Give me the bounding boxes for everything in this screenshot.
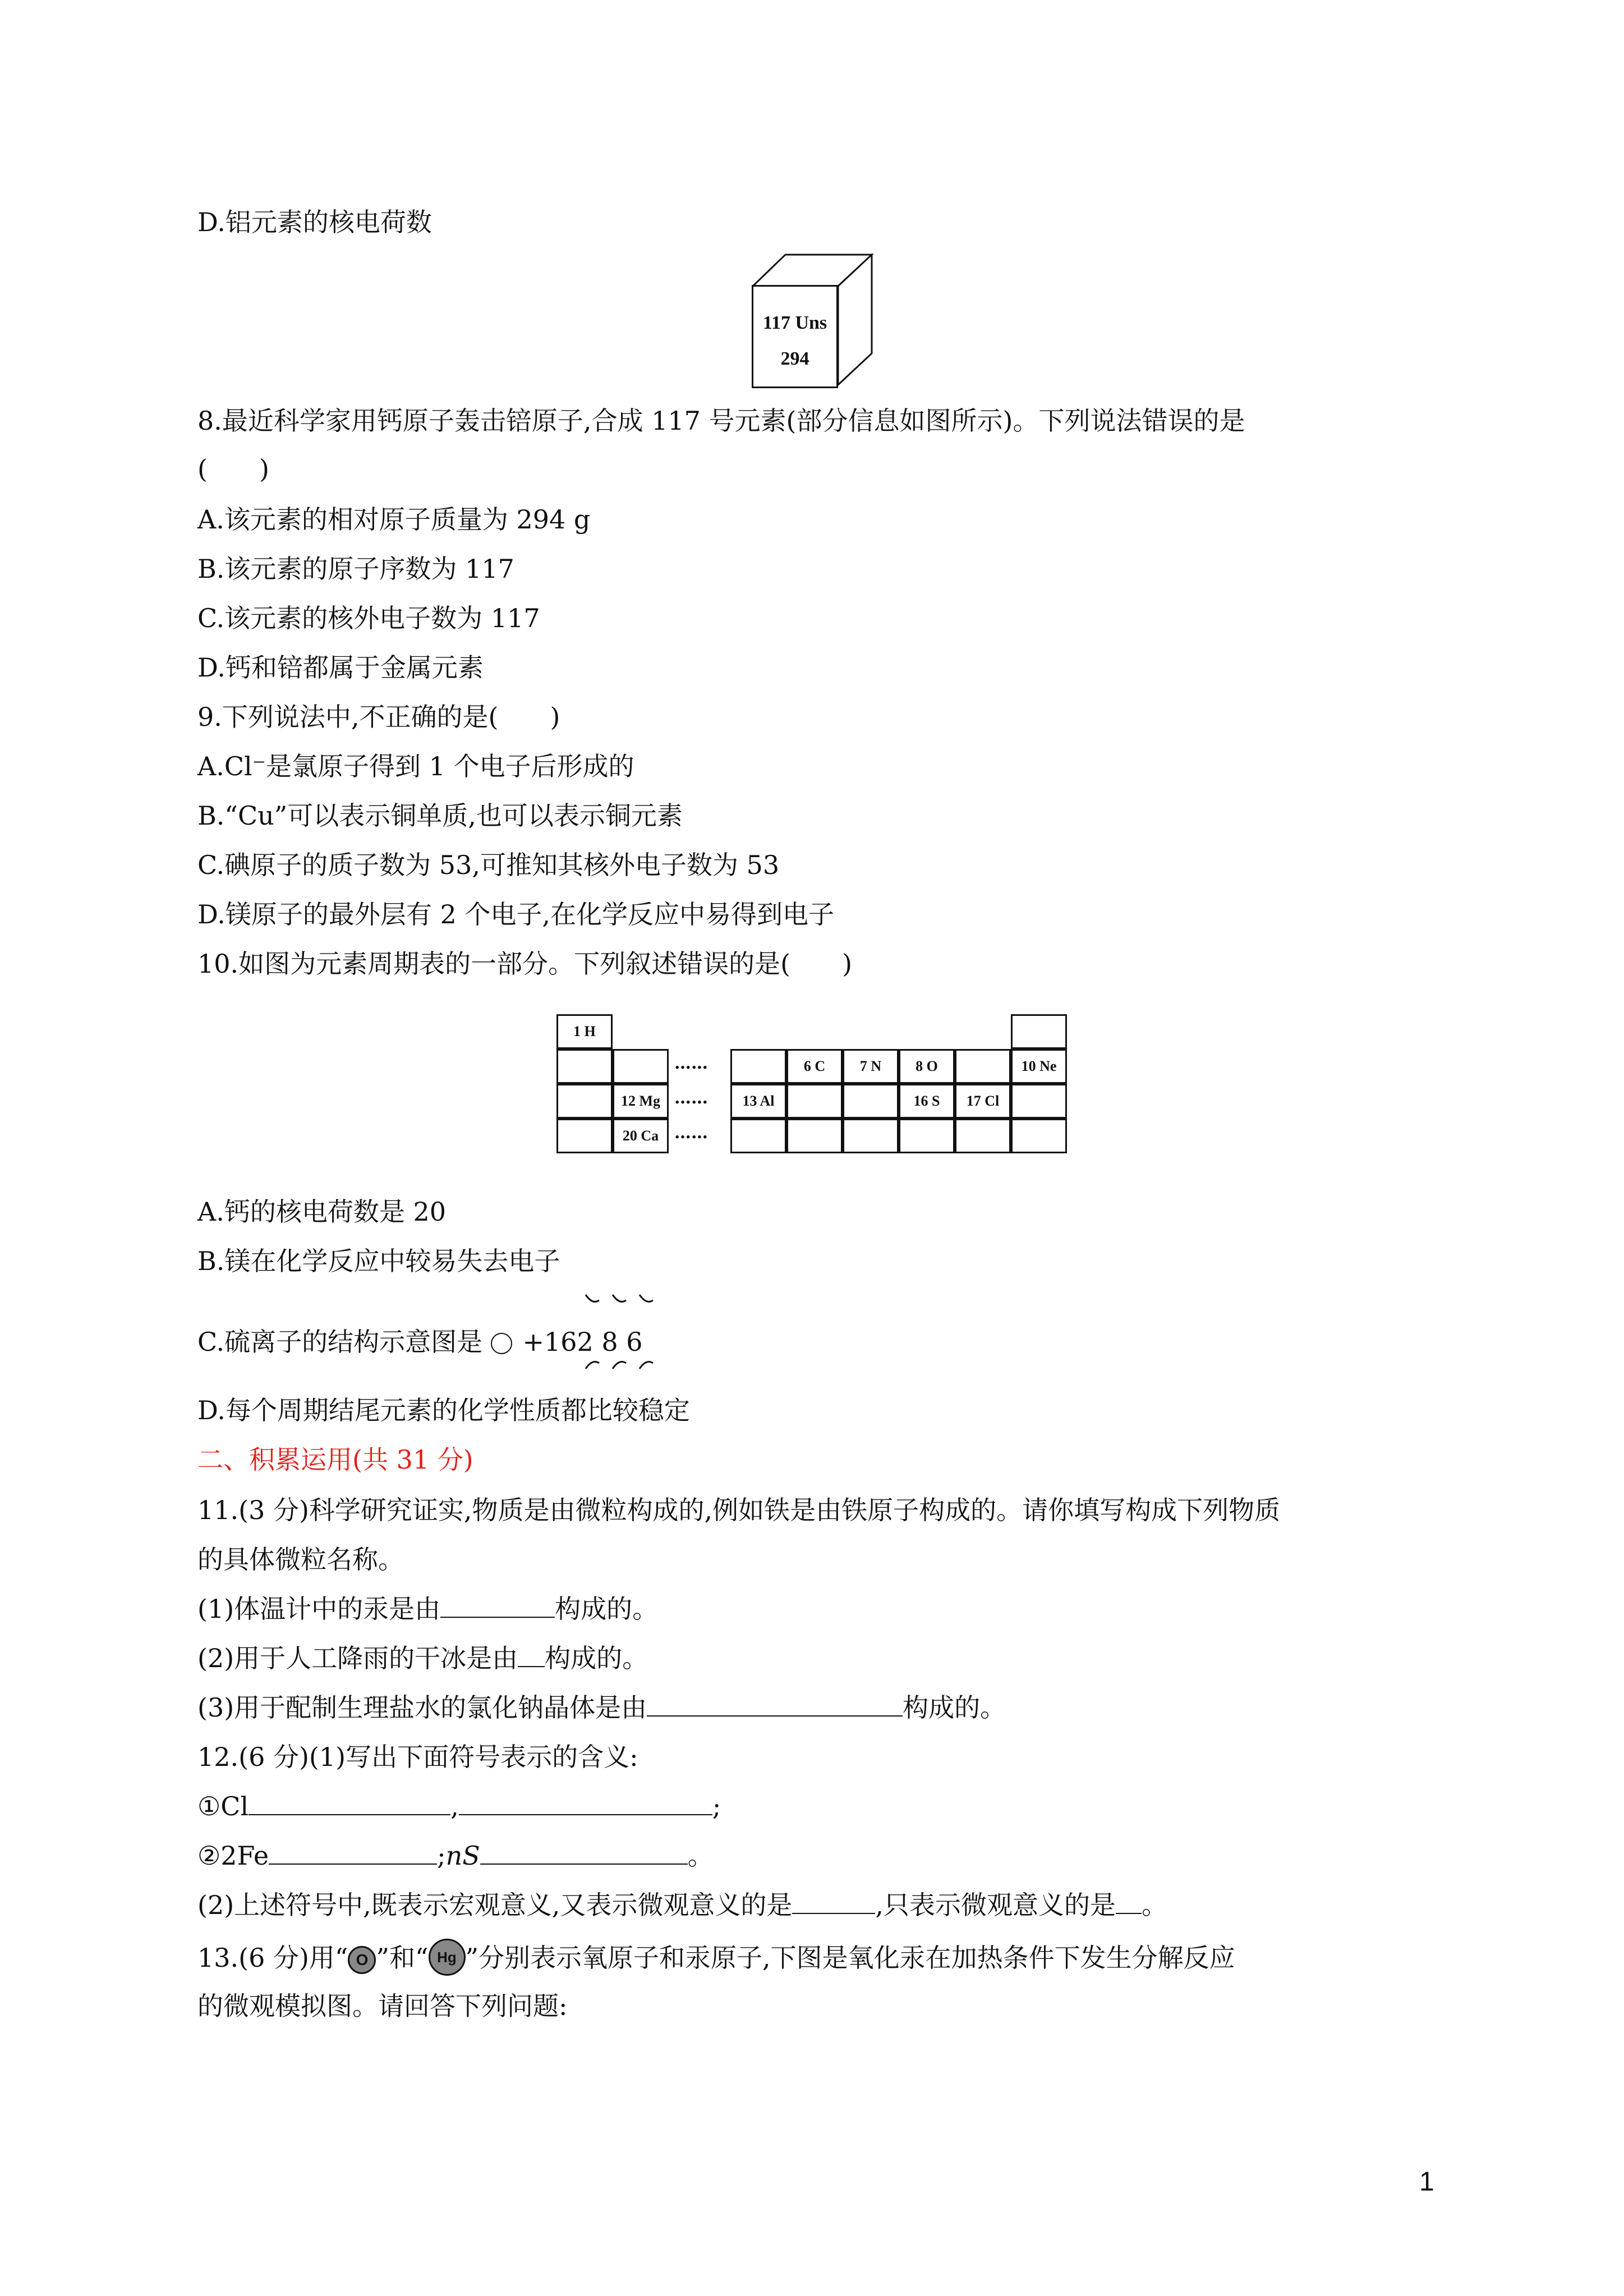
- q8-option-a: A.该元素的相对原子质量为 294 g: [197, 504, 591, 535]
- q8-stem: 8.最近科学家用钙原子轰击锫原子,合成 117 号元素(部分信息如图所示)。下列说法错误的是: [197, 406, 1245, 436]
- table-ellipsis: ……: [674, 1088, 708, 1108]
- q11-part-3-text: (3)用于配制生理盐水的氯化钠晶体是由: [197, 1692, 647, 1723]
- cell-empty: [730, 1119, 786, 1153]
- q10-option-c: [197, 1325, 643, 1359]
- q11-part-2-text: (2)用于人工降雨的干冰是由: [197, 1643, 518, 1673]
- q13-text-2: ”和“: [376, 1943, 429, 1973]
- q12-part-2: [197, 1888, 1167, 1922]
- q12-item-1: [197, 1789, 721, 1823]
- cell-n: 7 N: [843, 1049, 899, 1084]
- q12-item-1-symbol: ①Cl: [197, 1791, 249, 1821]
- cell-empty: [843, 1119, 899, 1153]
- q13-text-1: 13.(6 分)用“: [197, 1943, 348, 1973]
- q9-option-c: C.碘原子的质子数为 53,可推知其核外电子数为 53: [197, 850, 780, 880]
- cell-h: 1 H: [556, 1014, 613, 1049]
- cell-mg: 12 Mg: [613, 1084, 669, 1119]
- cell-empty: [1011, 1014, 1067, 1049]
- q8-option-c: C.该元素的核外电子数为 117: [197, 603, 540, 633]
- element-card-cube: [752, 254, 886, 388]
- q11-part-2-end: 构成的。: [545, 1643, 648, 1673]
- cell-empty: [556, 1049, 613, 1084]
- semicolon: ;: [712, 1791, 721, 1821]
- cell-s: 16 S: [899, 1084, 955, 1119]
- q9-option-d: D.镁原子的最外层有 2 个电子,在化学反应中易得到电子: [197, 899, 834, 930]
- q10-option-c-text: C.硫离子的结构示意图是: [197, 1327, 483, 1357]
- sulfide-ion-diagram-text: +162 8 6: [522, 1327, 643, 1357]
- q12-part-2-text: (2)上述符号中,既表示宏观意义,又表示微观意义的是: [197, 1890, 793, 1920]
- cell-empty: [1011, 1119, 1067, 1153]
- q12-item-2-symbol: ②2Fe: [197, 1841, 269, 1871]
- cell-empty: [843, 1084, 899, 1119]
- cell-ca: 20 Ca: [613, 1119, 669, 1153]
- q10-option-a: A.钙的核电荷数是 20: [197, 1197, 446, 1227]
- answer-blank[interactable]: [647, 1691, 903, 1717]
- cell-o: 8 O: [899, 1049, 955, 1084]
- cell-empty: [955, 1049, 1011, 1084]
- q12-stem: 12.(6 分)(1)写出下面符号表示的含义:: [197, 1742, 638, 1772]
- q11-stem-cont: 的具体微粒名称。: [197, 1544, 404, 1575]
- q10-stem: 10.如图为元素周期表的一部分。下列叙述错误的是( ): [197, 949, 853, 979]
- q8-paren: ( ): [197, 454, 269, 484]
- q13-text-3: ”分别表示氧原子和汞原子,下图是氧化汞在加热条件下发生分解反应: [465, 1943, 1235, 1973]
- period: 。: [1142, 1890, 1168, 1920]
- cell-cl: 17 Cl: [955, 1084, 1011, 1119]
- q11-stem: 11.(3 分)科学研究证实,物质是由微粒构成的,例如铁是由铁原子构成的。请你填写构成下列物质: [197, 1495, 1281, 1525]
- table-ellipsis: ……: [674, 1053, 708, 1073]
- semicolon: ;: [437, 1841, 446, 1871]
- q13-stem: [197, 1939, 1235, 1976]
- cell-empty: [556, 1119, 613, 1153]
- page-number: 1: [1419, 2167, 1434, 2197]
- answer-blank[interactable]: [792, 1888, 875, 1914]
- nucleus-circle-icon: [491, 1333, 512, 1354]
- answer-blank[interactable]: [269, 1839, 437, 1865]
- electron-shell-arcs: [583, 1285, 668, 1374]
- q11-part-3: [197, 1691, 1006, 1724]
- cell-empty: [899, 1119, 955, 1153]
- section-2-heading: 二、积累运用(共 31 分): [197, 1444, 473, 1475]
- period: 。: [687, 1841, 714, 1871]
- cell-empty: [556, 1084, 613, 1119]
- cell-empty: [613, 1049, 669, 1084]
- cell-empty: [786, 1084, 843, 1119]
- q8-option-d: D.钙和锫都属于金属元素: [197, 652, 484, 683]
- q10-option-d: D.每个周期结尾元素的化学性质都比较稳定: [197, 1395, 690, 1425]
- q12-item-2: [197, 1839, 714, 1872]
- q11-part-3-end: 构成的。: [903, 1692, 1006, 1723]
- comma: ,: [450, 1791, 459, 1821]
- cube-number-symbol: 117 Uns: [762, 312, 827, 333]
- cube-front-face: [752, 285, 838, 388]
- q10-option-b: B.镁在化学反应中较易失去电子: [197, 1246, 560, 1276]
- q9-option-a: A.Cl⁻是氯原子得到 1 个电子后形成的: [197, 751, 634, 781]
- cell-empty: [1011, 1084, 1067, 1119]
- q11-part-2: [197, 1641, 648, 1675]
- q13-stem-cont: 的微观模拟图。请回答下列问题:: [197, 1991, 568, 2021]
- cell-c: 6 C: [786, 1049, 843, 1084]
- cube-mass: 294: [780, 348, 809, 369]
- answer-blank[interactable]: [518, 1641, 545, 1667]
- table-ellipsis: ……: [674, 1123, 708, 1143]
- q12-item-2-symbol-ns: nS: [445, 1841, 480, 1871]
- q11-part-1-text: (1)体温计中的汞是由: [197, 1594, 441, 1624]
- cell-ne: 10 Ne: [1011, 1049, 1067, 1084]
- q9-stem: 9.下列说法中,不正确的是( ): [197, 702, 560, 732]
- q11-part-1: [197, 1592, 658, 1626]
- answer-blank[interactable]: [480, 1839, 688, 1865]
- cell-al: 13 Al: [730, 1084, 786, 1119]
- q7-option-d: D.铝元素的核电荷数: [197, 207, 432, 237]
- cell-empty: [955, 1119, 1011, 1153]
- q9-option-b: B.“Cu”可以表示铜单质,也可以表示铜元素: [197, 800, 683, 831]
- q12-part-2-text-2: ,只表示微观意义的是: [875, 1890, 1116, 1920]
- answer-blank[interactable]: [459, 1789, 712, 1815]
- cell-empty: [730, 1049, 786, 1084]
- q11-part-1-end: 构成的。: [555, 1594, 659, 1624]
- answer-blank[interactable]: [249, 1789, 450, 1815]
- q8-option-b: B.该元素的原子序数为 117: [197, 554, 514, 584]
- oxygen-atom-icon: O: [348, 1946, 376, 1974]
- mercury-atom-icon: Hg: [429, 1939, 466, 1976]
- answer-blank[interactable]: [1116, 1888, 1142, 1914]
- cell-empty: [786, 1119, 843, 1153]
- answer-blank[interactable]: [440, 1592, 555, 1618]
